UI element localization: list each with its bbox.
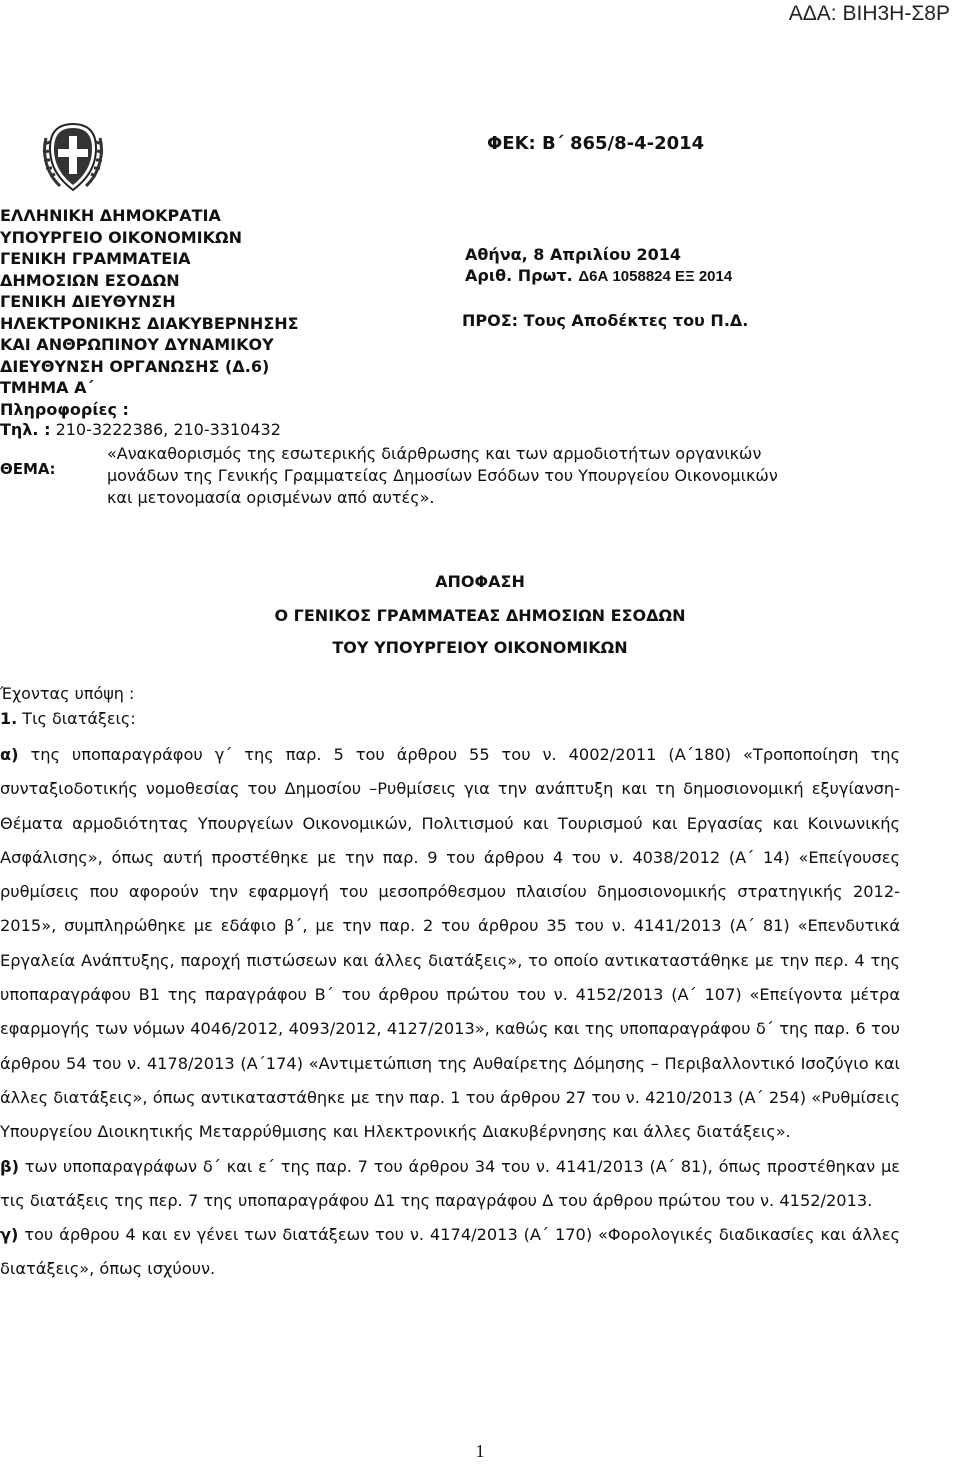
- authority-line: ΓΕΝΙΚΗ ΓΡΑΜΜΑΤΕΙΑ: [0, 249, 191, 268]
- paragraph-text: του άρθρου 4 και εν γένει των διατάξεων του ν. 4174/2013 (Α΄ 170) «Φορολογικές διαδικασίες και άλλες διατάξεις», όπως ισχύουν.: [0, 1225, 900, 1279]
- authority-line: ΤΜΗΜΑ Α΄: [0, 378, 94, 397]
- issuing-authority-block: [0, 205, 299, 420]
- paragraph-label: γ): [0, 1225, 19, 1245]
- subject-line: μονάδων της Γενικής Γραμματείας Δημοσίων Εσόδων του Υπουργείου Οικονομικών: [107, 466, 778, 485]
- item-number: 1.: [0, 709, 18, 728]
- subject-text: [107, 443, 778, 509]
- provision-paragraph-a: [0, 738, 900, 1150]
- page-number: 1: [475, 1441, 485, 1461]
- authority-line: ΔΗΜΟΣΙΩΝ ΕΣΟΔΩΝ: [0, 270, 180, 290]
- greek-state-emblem-icon: [38, 118, 108, 196]
- authority-line: ΚΑΙ ΑΝΘΡΩΠΙΝΟΥ ΔΥΝΑΜΙΚΟΥ: [0, 335, 274, 354]
- legal-provisions-body: [0, 738, 900, 1287]
- authority-line: ΔΙΕΥΘΥΝΣΗ ΟΡΓΑΝΩΣΗΣ (Δ.6): [0, 356, 270, 376]
- telephone-value: 210-3222386, 210-3310432: [50, 420, 281, 439]
- protocol-number: Δ6Α 1058824 ΕΞ 2014: [578, 268, 733, 285]
- provision-paragraph-c: [0, 1218, 900, 1287]
- signatory-title-line1: Ο ΓΕΝΙΚΟΣ ΓΡΑΜΜΑΤΕΑΣ ΔΗΜΟΣΙΩΝ ΕΣΟΔΩΝ: [274, 606, 686, 625]
- telephone-line: [0, 420, 281, 439]
- paragraph-text: των υποπαραγράφων δ΄ και ε΄ της παρ. 7 του άρθρου 34 του ν. 4141/2013 (Α΄ 81), όπως προστέθηκαν με τις διατάξεις της περ. 7 της υποπαραγράφου Δ1 της παραγράφου Δ του άρθρου πρώτου του ν. 4152/2013.: [0, 1156, 900, 1210]
- recipients-line: ΠΡΟΣ: Τους Αποδέκτες του Π.Δ.: [462, 311, 749, 330]
- authority-line: ΗΛΕΚΤΡΟΝΙΚΗΣ ΔΙΑΚΥΒΕΡΝΗΣΗΣ: [0, 313, 299, 333]
- preamble-labels: [0, 681, 136, 731]
- considering-label: Έχοντας υπόψη :: [0, 684, 135, 703]
- provision-paragraph-b: [0, 1150, 900, 1219]
- paragraph-text: της υποπαραγράφου γ΄ της παρ. 5 του άρθρου 55 του ν. 4002/2011 (Α΄180) «Τροποποίηση της συνταξιοδοτικής νομοθεσίας του Δημοσίου –Ρυθμίσεις για την ανάπτυξη και τη δημοσιονομική εξυγίανση-Θέματα αρμοδιότητας Υπουργείων Οικονομικών, Πολιτισμού και Τουρισμού και Εργασίας και Κοινωνικής Ασφάλισης», όπως αυτή προστέθηκε με την παρ. 9 του άρθρου 4 του ν. 4038/2012 (Α΄ 14) «Επείγουσες ρυθμίσεις που αφορούν την εφαρμογή του μεσοπρόθεσμου πλαισίου δημοσιονομικής στρατηγικής 2012-2015», συμπληρώθηκε με εδάφιο β΄, με την παρ. 2 του άρθρου 35 του ν. 4141/2013 (Α΄ 81) «Επενδυτικά Εργαλεία Ανάπτυξης, παροχή πιστώσεων και άλλες διατάξεις», το οποίο αντικαταστάθηκε με την περ. 4 της υποπαραγράφου Β1 της παραγράφου Β΄ του άρθρου πρώτου του ν. 4152/2013 (Α΄ 107) «Επείγοντα μέτρα εφαρμογής των νόμων 4046/2012, 4093/2012, 4127/2013», καθώς και της υποπαραγράφου δ΄ της παρ. 6 του άρθρου 54 του ν. 4178/2013 (Α΄174) «Αντιμετώπιση της Αυθαίρετης Δόμησης – Περιβαλλοντικό Ισοζύγιο και άλλες διατάξεις», όπως αντικαταστάθηκε με την παρ. 1 του άρθρου 27 του ν. 4210/2013 (Α΄ 254) «Ρυθμίσεις Υπουργείου Διοικητικής Μεταρρύθμισης και Ηλεκτρονικής Διακυβέρνησης και άλλες διατάξεις».: [0, 745, 900, 1142]
- subject-line: «Ανακαθορισμός της εσωτερικής διάρθρωσης και των αρμοδιοτήτων οργανικών: [107, 444, 762, 463]
- document-date: Αθήνα, 8 Απριλίου 2014: [465, 245, 681, 264]
- subject-label: ΘΕΜΑ:: [0, 460, 56, 478]
- telephone-label: Τηλ. :: [0, 420, 51, 439]
- item-text: Τις διατάξεις:: [17, 709, 136, 728]
- paragraph-label: α): [0, 745, 19, 764]
- paragraph-label: β): [0, 1156, 19, 1176]
- info-label: Πληροφορίες :: [0, 399, 129, 419]
- ada-code: ΑΔΑ: ΒΙΗ3Η-Σ8Ρ: [788, 2, 950, 25]
- protocol-label: Αριθ. Πρωτ.: [465, 266, 579, 285]
- fek-reference: ΦΕΚ: Β΄ 865/8-4-2014: [487, 133, 705, 154]
- signatory-title-line2: ΤΟΥ ΥΠΟΥΡΓΕΙΟΥ ΟΙΚΟΝΟΜΙΚΩΝ: [332, 638, 628, 657]
- authority-line: ΥΠΟΥΡΓΕΙΟ ΟΙΚΟΝΟΜΙΚΩΝ: [0, 227, 242, 247]
- authority-line: ΓΕΝΙΚΗ ΔΙΕΥΘΥΝΣΗ: [0, 292, 176, 311]
- authority-line: ΕΛΛΗΝΙΚΗ ΔΗΜΟΚΡΑΤΙΑ: [0, 206, 221, 225]
- decision-heading: ΑΠΟΦΑΣΗ: [435, 572, 525, 591]
- subject-line: και μετονομασία ορισμένων από αυτές».: [107, 488, 435, 507]
- date-protocol-block: [465, 244, 732, 287]
